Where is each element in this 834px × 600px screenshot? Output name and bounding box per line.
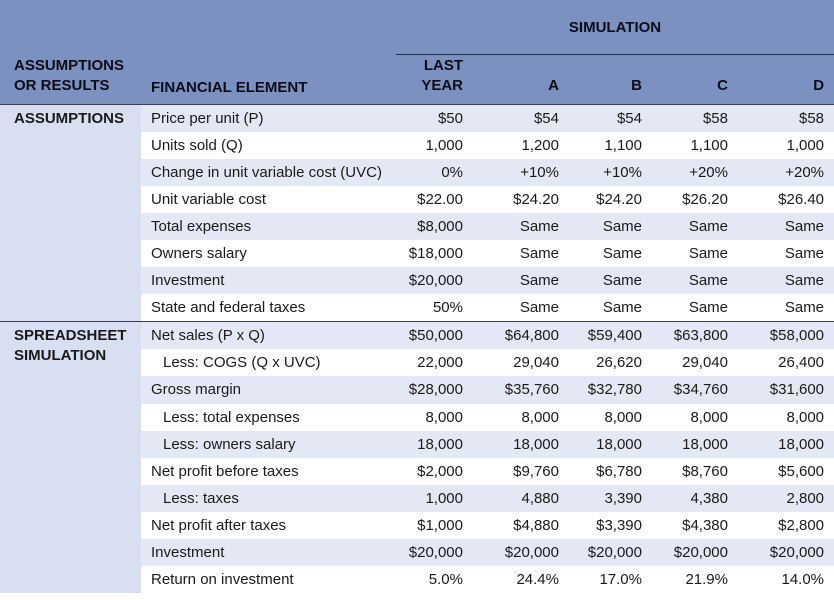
value-sim-a: $24.20: [473, 186, 569, 213]
section-title: ASSUMPTIONS: [0, 104, 141, 322]
value-sim-a: 1,200: [473, 132, 569, 159]
value-sim-a: 8,000: [473, 404, 569, 431]
value-sim-a: $35,760: [473, 376, 569, 403]
value-sim-b: 8,000: [569, 404, 652, 431]
value-sim-b: Same: [569, 267, 652, 294]
value-sim-c: $58: [652, 104, 738, 132]
row-label: Net sales (P x Q): [141, 322, 396, 350]
value-last-year: 22,000: [396, 349, 473, 376]
value-sim-c: $34,760: [652, 376, 738, 403]
value-sim-d: $26.40: [738, 186, 834, 213]
table-row: [0, 322, 834, 350]
row-label: Net profit before taxes: [141, 458, 396, 485]
value-sim-d: Same: [738, 267, 834, 294]
value-sim-d: $5,600: [738, 458, 834, 485]
row-label: Less: total expenses: [141, 404, 396, 431]
value-sim-b: $3,390: [569, 512, 652, 539]
row-label: Gross margin: [141, 376, 396, 403]
value-sim-c: 29,040: [652, 349, 738, 376]
value-sim-a: Same: [473, 213, 569, 240]
row-label: Net profit after taxes: [141, 512, 396, 539]
value-sim-a: Same: [473, 240, 569, 267]
row-label: State and federal taxes: [141, 294, 396, 322]
value-sim-d: Same: [738, 213, 834, 240]
value-sim-c: $20,000: [652, 539, 738, 566]
value-sim-b: $20,000: [569, 539, 652, 566]
row-label: Less: taxes: [141, 485, 396, 512]
row-label: Owners salary: [141, 240, 396, 267]
header-financial-element: FINANCIAL ELEMENT: [141, 0, 396, 104]
row-label: Investment: [141, 539, 396, 566]
value-sim-c: 4,380: [652, 485, 738, 512]
value-last-year: 5.0%: [396, 566, 473, 593]
value-last-year: $22.00: [396, 186, 473, 213]
value-sim-b: 17.0%: [569, 566, 652, 593]
row-label: Change in unit variable cost (UVC): [141, 159, 396, 186]
value-sim-c: 8,000: [652, 404, 738, 431]
value-sim-b: +10%: [569, 159, 652, 186]
value-sim-d: $58,000: [738, 322, 834, 350]
value-sim-a: Same: [473, 294, 569, 322]
value-sim-d: 1,000: [738, 132, 834, 159]
value-last-year: $1,000: [396, 512, 473, 539]
value-sim-a: $9,760: [473, 458, 569, 485]
value-sim-a: +10%: [473, 159, 569, 186]
value-sim-c: Same: [652, 240, 738, 267]
table-body: [0, 104, 834, 593]
value-sim-d: $2,800: [738, 512, 834, 539]
value-sim-c: $4,380: [652, 512, 738, 539]
value-sim-b: Same: [569, 294, 652, 322]
row-label: Investment: [141, 267, 396, 294]
header-sim-b: B: [569, 54, 652, 104]
value-sim-c: 1,100: [652, 132, 738, 159]
value-sim-d: 18,000: [738, 431, 834, 458]
value-sim-d: 8,000: [738, 404, 834, 431]
value-sim-a: $64,800: [473, 322, 569, 350]
header-sim-d: D: [738, 54, 834, 104]
value-sim-c: 21.9%: [652, 566, 738, 593]
value-sim-d: $58: [738, 104, 834, 132]
value-sim-a: 29,040: [473, 349, 569, 376]
value-sim-c: Same: [652, 213, 738, 240]
value-sim-d: $31,600: [738, 376, 834, 403]
row-label: Units sold (Q): [141, 132, 396, 159]
value-sim-b: Same: [569, 213, 652, 240]
value-last-year: $18,000: [396, 240, 473, 267]
value-last-year: 8,000: [396, 404, 473, 431]
value-sim-a: 24.4%: [473, 566, 569, 593]
value-sim-a: 18,000: [473, 431, 569, 458]
value-last-year: $20,000: [396, 267, 473, 294]
value-sim-a: 4,880: [473, 485, 569, 512]
value-sim-b: 1,100: [569, 132, 652, 159]
value-last-year: $28,000: [396, 376, 473, 403]
table-row: [0, 104, 834, 132]
value-last-year: $8,000: [396, 213, 473, 240]
value-sim-a: $54: [473, 104, 569, 132]
value-sim-c: $63,800: [652, 322, 738, 350]
section-title: SPREADSHEET SIMULATION: [0, 322, 141, 593]
value-last-year: $50: [396, 104, 473, 132]
header-sim-c: C: [652, 54, 738, 104]
value-sim-c: $26.20: [652, 186, 738, 213]
value-sim-b: $59,400: [569, 322, 652, 350]
header-assumptions-or-results: ASSUMPTIONS OR RESULTS: [0, 0, 141, 104]
value-last-year: 0%: [396, 159, 473, 186]
row-label: Return on investment: [141, 566, 396, 593]
value-sim-d: $20,000: [738, 539, 834, 566]
value-sim-a: Same: [473, 267, 569, 294]
row-label: Unit variable cost: [141, 186, 396, 213]
value-sim-d: Same: [738, 294, 834, 322]
value-sim-d: 2,800: [738, 485, 834, 512]
value-last-year: 50%: [396, 294, 473, 322]
value-sim-c: Same: [652, 267, 738, 294]
row-label: Total expenses: [141, 213, 396, 240]
value-last-year: $20,000: [396, 539, 473, 566]
value-sim-c: $8,760: [652, 458, 738, 485]
header-sim-a: A: [473, 54, 569, 104]
value-sim-d: +20%: [738, 159, 834, 186]
value-sim-b: $6,780: [569, 458, 652, 485]
value-sim-b: $32,780: [569, 376, 652, 403]
value-sim-b: 26,620: [569, 349, 652, 376]
value-sim-b: 18,000: [569, 431, 652, 458]
row-label: Less: owners salary: [141, 431, 396, 458]
value-last-year: 18,000: [396, 431, 473, 458]
value-sim-b: 3,390: [569, 485, 652, 512]
value-sim-a: $20,000: [473, 539, 569, 566]
value-last-year: $50,000: [396, 322, 473, 350]
header-simulation: SIMULATION: [396, 0, 834, 54]
value-sim-d: Same: [738, 240, 834, 267]
row-label: Price per unit (P): [141, 104, 396, 132]
row-label: Less: COGS (Q x UVC): [141, 349, 396, 376]
value-sim-c: Same: [652, 294, 738, 322]
value-sim-a: $4,880: [473, 512, 569, 539]
header-last-year: LAST YEAR: [396, 54, 473, 104]
value-sim-b: Same: [569, 240, 652, 267]
value-last-year: 1,000: [396, 132, 473, 159]
value-sim-d: 26,400: [738, 349, 834, 376]
value-sim-b: $24.20: [569, 186, 652, 213]
value-sim-b: $54: [569, 104, 652, 132]
value-sim-c: 18,000: [652, 431, 738, 458]
value-sim-d: 14.0%: [738, 566, 834, 593]
value-last-year: $2,000: [396, 458, 473, 485]
value-sim-c: +20%: [652, 159, 738, 186]
value-last-year: 1,000: [396, 485, 473, 512]
